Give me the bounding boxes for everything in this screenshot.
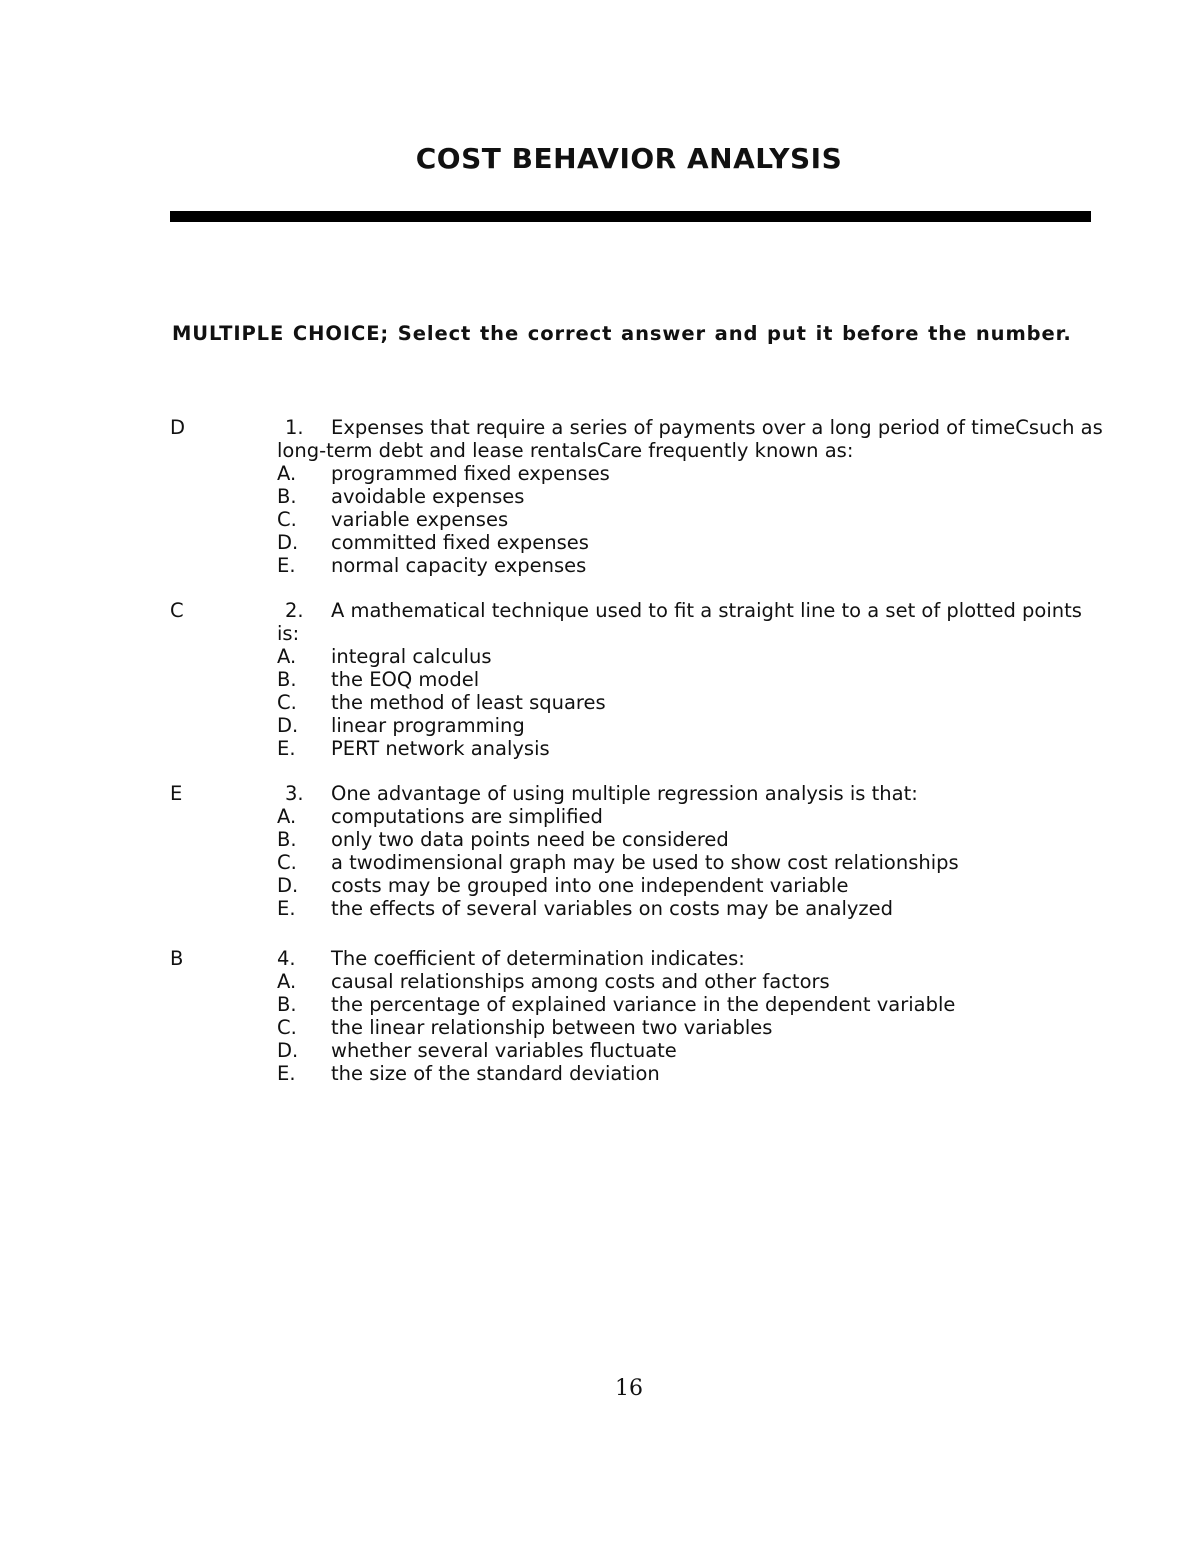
question-number: 2. <box>285 599 304 622</box>
option-text: costs may be grouped into one independent variable <box>331 874 849 897</box>
question-2 <box>170 599 1110 760</box>
option-text: only two data points need be considered <box>331 828 729 851</box>
option-letter: E. <box>277 897 296 920</box>
option-b <box>277 485 1110 508</box>
question-stem <box>277 599 1110 645</box>
option-text: the size of the standard deviation <box>331 1062 660 1085</box>
answer-key: D <box>170 416 186 439</box>
option-letter: C. <box>277 851 297 874</box>
option-a <box>277 462 1110 485</box>
option-b <box>277 993 1110 1016</box>
option-d <box>277 714 1110 737</box>
option-letter: D. <box>277 531 299 554</box>
option-letter: E. <box>277 1062 296 1085</box>
title-rule <box>170 211 1091 222</box>
option-text: committed fixed expenses <box>331 531 589 554</box>
question-3 <box>170 782 1110 920</box>
question-number: 1. <box>285 416 304 439</box>
option-text: avoidable expenses <box>331 485 525 508</box>
option-letter: D. <box>277 1039 299 1062</box>
page-title: COST BEHAVIOR ANALYSIS <box>415 142 843 175</box>
option-letter: E. <box>277 554 296 577</box>
option-e <box>277 554 1110 577</box>
page-number: 16 <box>615 1376 643 1401</box>
option-e <box>277 737 1110 760</box>
option-text: programmed fixed expenses <box>331 462 610 485</box>
question-text: A mathematical technique used to fit a straight line to a set of plotted points is: <box>277 599 1082 645</box>
option-text: causal relationships among costs and other factors <box>331 970 830 993</box>
option-text: the percentage of explained variance in the dependent variable <box>331 993 956 1016</box>
option-text: a twodimensional graph may be used to show cost relationships <box>331 851 959 874</box>
option-d <box>277 874 1110 897</box>
question-text: Expenses that require a series of payments over a long period of timeCsuch as long-term debt and lease rentalsCare frequently known as: <box>277 416 1103 462</box>
option-letter: B. <box>277 828 297 851</box>
option-text: normal capacity expenses <box>331 554 587 577</box>
option-text: computations are simplified <box>331 805 603 828</box>
option-text: linear programming <box>331 714 525 737</box>
option-letter: C. <box>277 508 297 531</box>
option-text: whether several variables fluctuate <box>331 1039 677 1062</box>
answer-key: E <box>170 782 183 805</box>
question-number: 4. <box>277 947 296 970</box>
option-text: the linear relationship between two variables <box>331 1016 773 1039</box>
option-text: PERT network analysis <box>331 737 550 760</box>
option-letter: C. <box>277 691 297 714</box>
option-letter: A. <box>277 970 297 993</box>
option-c <box>277 1016 1110 1039</box>
question-1 <box>170 416 1110 577</box>
option-b <box>277 828 1110 851</box>
option-a <box>277 805 1110 828</box>
option-d <box>277 531 1110 554</box>
question-text: The coefficient of determination indicates: <box>331 947 745 970</box>
option-b <box>277 668 1110 691</box>
question-number: 3. <box>285 782 304 805</box>
question-stem <box>277 947 1110 970</box>
option-text: integral calculus <box>331 645 492 668</box>
option-text: variable expenses <box>331 508 509 531</box>
option-text: the EOQ model <box>331 668 480 691</box>
option-letter: B. <box>277 485 297 508</box>
answer-key: B <box>170 947 184 970</box>
option-text: the method of least squares <box>331 691 606 714</box>
option-letter: C. <box>277 1016 297 1039</box>
instructions: MULTIPLE CHOICE; Select the correct answer and put it before the number. <box>172 322 1072 345</box>
option-letter: D. <box>277 714 299 737</box>
option-a <box>277 645 1110 668</box>
option-letter: A. <box>277 462 297 485</box>
option-c <box>277 691 1110 714</box>
option-letter: A. <box>277 805 297 828</box>
option-letter: D. <box>277 874 299 897</box>
option-e <box>277 1062 1110 1085</box>
option-c <box>277 851 1110 874</box>
option-letter: B. <box>277 668 297 691</box>
option-a <box>277 970 1110 993</box>
option-d <box>277 1039 1110 1062</box>
question-text: One advantage of using multiple regression analysis is that: <box>331 782 918 805</box>
question-4 <box>170 947 1110 1085</box>
option-letter: A. <box>277 645 297 668</box>
answer-key: C <box>170 599 184 622</box>
question-stem <box>277 416 1110 462</box>
option-e <box>277 897 1110 920</box>
option-c <box>277 508 1110 531</box>
option-letter: E. <box>277 737 296 760</box>
option-text: the effects of several variables on costs may be analyzed <box>331 897 894 920</box>
option-letter: B. <box>277 993 297 1016</box>
question-stem <box>277 782 1110 805</box>
